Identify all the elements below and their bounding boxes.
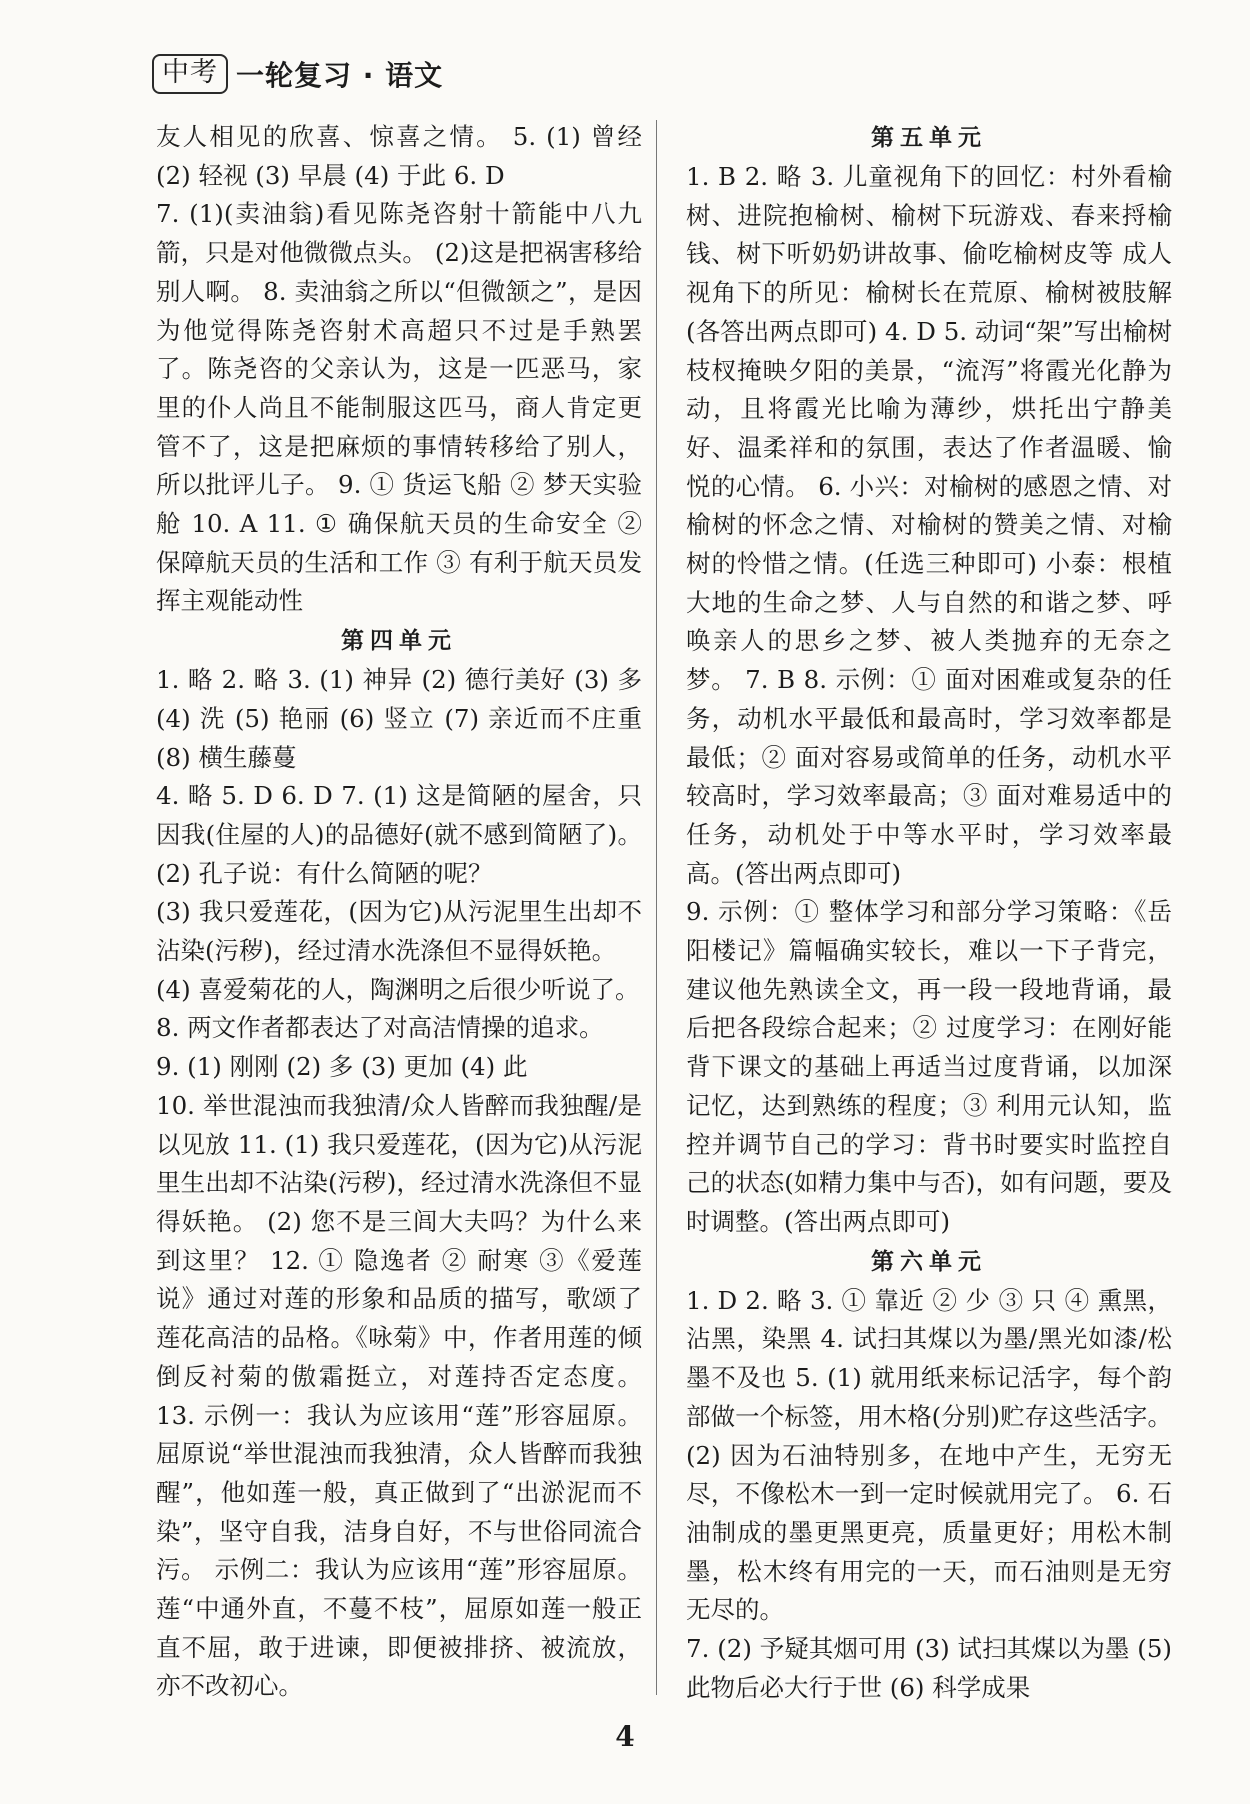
left-column [156,118,642,1706]
unit-heading: 第五单元 [871,124,987,151]
book-title: 一轮复习 · 语文 [236,59,444,92]
answer-paragraph: 1. D 2. 略 3. ① 靠近 ② 少 ③ 只 ④ 熏黑，沾黑，染黑 4. 试扫其煤以为墨/黑光如漆/松墨不及也 5. (1) 就用纸来标记活字，每个韵部做一个标签，用木格(分别)贮存这些活字。 (2) 因为石油特别多，在地中产生，无穷无尽，不像松木一到一定时候就用完了。 6. 石油制成的墨更黑更亮，质量更好；用松木制墨，松木终有用完的一天，而石油则是无穷无尽的。 [686,1285,1172,1625]
answer-paragraph: 1. 略 2. 略 3. (1) 神异 (2) 德行美好 (3) 多 (4) 洗 (5) 艳丽 (6) 竖立 (7) 亲近而不庄重 (8) 横生藤蔓 [156,665,642,772]
answer-paragraph: (4) 喜爱菊花的人，陶渊明之后很少听说了。 [156,974,640,1004]
answer-paragraph: 友人相见的欣喜、惊喜之情。 5. (1) 曾经 (2) 轻视 (3) 早晨 (4) 于此 6. D [156,122,642,190]
answer-paragraph: 1. B 2. 略 3. 儿童视角下的回忆：村外看榆树、进院抱榆树、榆树下玩游戏、春来捋榆钱、树下听奶奶讲故事、偷吃榆树皮等 成人视角下的所见：榆树长在荒原、榆树被肢解(各答出两点即可) 4. D 5. 动词“架”写出榆树枝杈掩映夕阳的美景，“流泻”将霞光化静为动，且将霞光比喻为薄纱，烘托出宁静美好、温柔祥和的氛围，表达了作者温暖、愉悦的心情。 6. 小兴：对榆树的感恩之情、对榆树的怀念之情、对榆树的赞美之情、对榆树的怜惜之情。(任选三种即可) 小泰：根植大地的生命之梦、人与自然的和谐之梦、呼唤亲人的思乡之梦、被人类抛弃的无奈之梦。 7. B 8. 示例：① 面对困难或复杂的任务，动机水平最低和最高时，学习效率都是最低；② 面对容易或简单的任务，动机水平较高时，学习效率最高；③ 面对难易适中的任务，动机处于中等水平时，学习效率最高。(答出两点即可) [686,162,1172,888]
answer-paragraph: 9. 示例：① 整体学习和部分学习策略：《岳阳楼记》篇幅确实较长，难以一下子背完，建议他先熟读全文，再一段一段地背诵，最后把各段综合起来；② 过度学习：在刚好能背下课文的基础上再适当过度背诵，以加深记忆，达到熟练的程度；③ 利用元认知，监控并调节自己的学习：背书时要实时监控自己的状态(如精力集中与否)，如有问题，要及时调整。(答出两点即可) [686,897,1172,1236]
answer-paragraph: 4. 略 5. D 6. D 7. (1) 这是简陋的屋舍，只因我(住屋的人)的品德好(就不感到简陋了)。 (2) 孔子说：有什么简陋的呢？ [156,781,642,888]
unit-heading: 第六单元 [871,1247,987,1275]
exam-badge: 中考 [152,54,228,94]
right-column [686,118,1172,1707]
answer-paragraph: 7. (2) 予疑其烟可用 (3) 试扫其煤以为墨 (5) 此物后必大行于世 (6) 科学成果 [686,1634,1172,1702]
answer-paragraph: 8. 两文作者都表达了对高洁情操的追求。 [156,1013,604,1043]
column-divider [656,120,657,1695]
answer-paragraph: 9. (1) 刚刚 (2) 多 (3) 更加 (4) 此 [156,1052,528,1082]
page-header [152,50,443,98]
answer-paragraph: 7. (1)(卖油翁)看见陈尧咨射十箭能中八九箭，只是对他微微点头。 (2)这是把祸害移给别人啊。 8. 卖油翁之所以“但微颔之”，是因为他觉得陈尧咨射术高超只不过是手熟罢了。陈尧咨的父亲认为，这是一匹恶马，家里的仆人尚且不能制服这匹马，商人肯定更管不了，这是把麻烦的事情转移给了别人，所以批评儿子。 9. ① 货运飞船 ② 梦天实验舱 10. A 11. ① 确保航天员的生命安全 ② 保障航天员的生活和工作 ③ 有利于航天员发挥主观能动性 [156,199,642,616]
answer-paragraph: 10. 举世混浊而我独清/众人皆醉而我独醒/是以见放 11. (1) 我只爱莲花，(因为它)从污泥里生出却不沾染(污秽)，经过清水洗涤但不显得妖艳。 (2) 您不是三闾大夫吗？为什么来到这里？ 12. ① 隐逸者 ② 耐寒 ③《爱莲说》通过对莲的形象和品质的描写，歌颂了莲花高洁的品格。《咏菊》中，作者用莲的倾倒反衬菊的傲霜挺立，对莲持否定态度。 13. 示例一：我认为应该用“莲”形容屈原。屈原说“举世混浊而我独清，众人皆醉而我独醒”，他如莲一般，真正做到了“出淤泥而不染”，坚守自我，洁身自好，不与世俗同流合污。 示例二：我认为应该用“莲”形容屈原。莲“中通外直，不蔓不枝”，屈原如莲一般正直不屈，敢于进谏，即便被排挤、被流放，亦不改初心。 [156,1090,642,1701]
page-number: 4 [615,1720,635,1753]
unit-heading: 第四单元 [341,627,457,655]
answer-paragraph: (3) 我只爱莲花，(因为它)从污泥里生出却不沾染(污秽)，经过清水洗涤但不显得妖艳。 [156,897,642,966]
